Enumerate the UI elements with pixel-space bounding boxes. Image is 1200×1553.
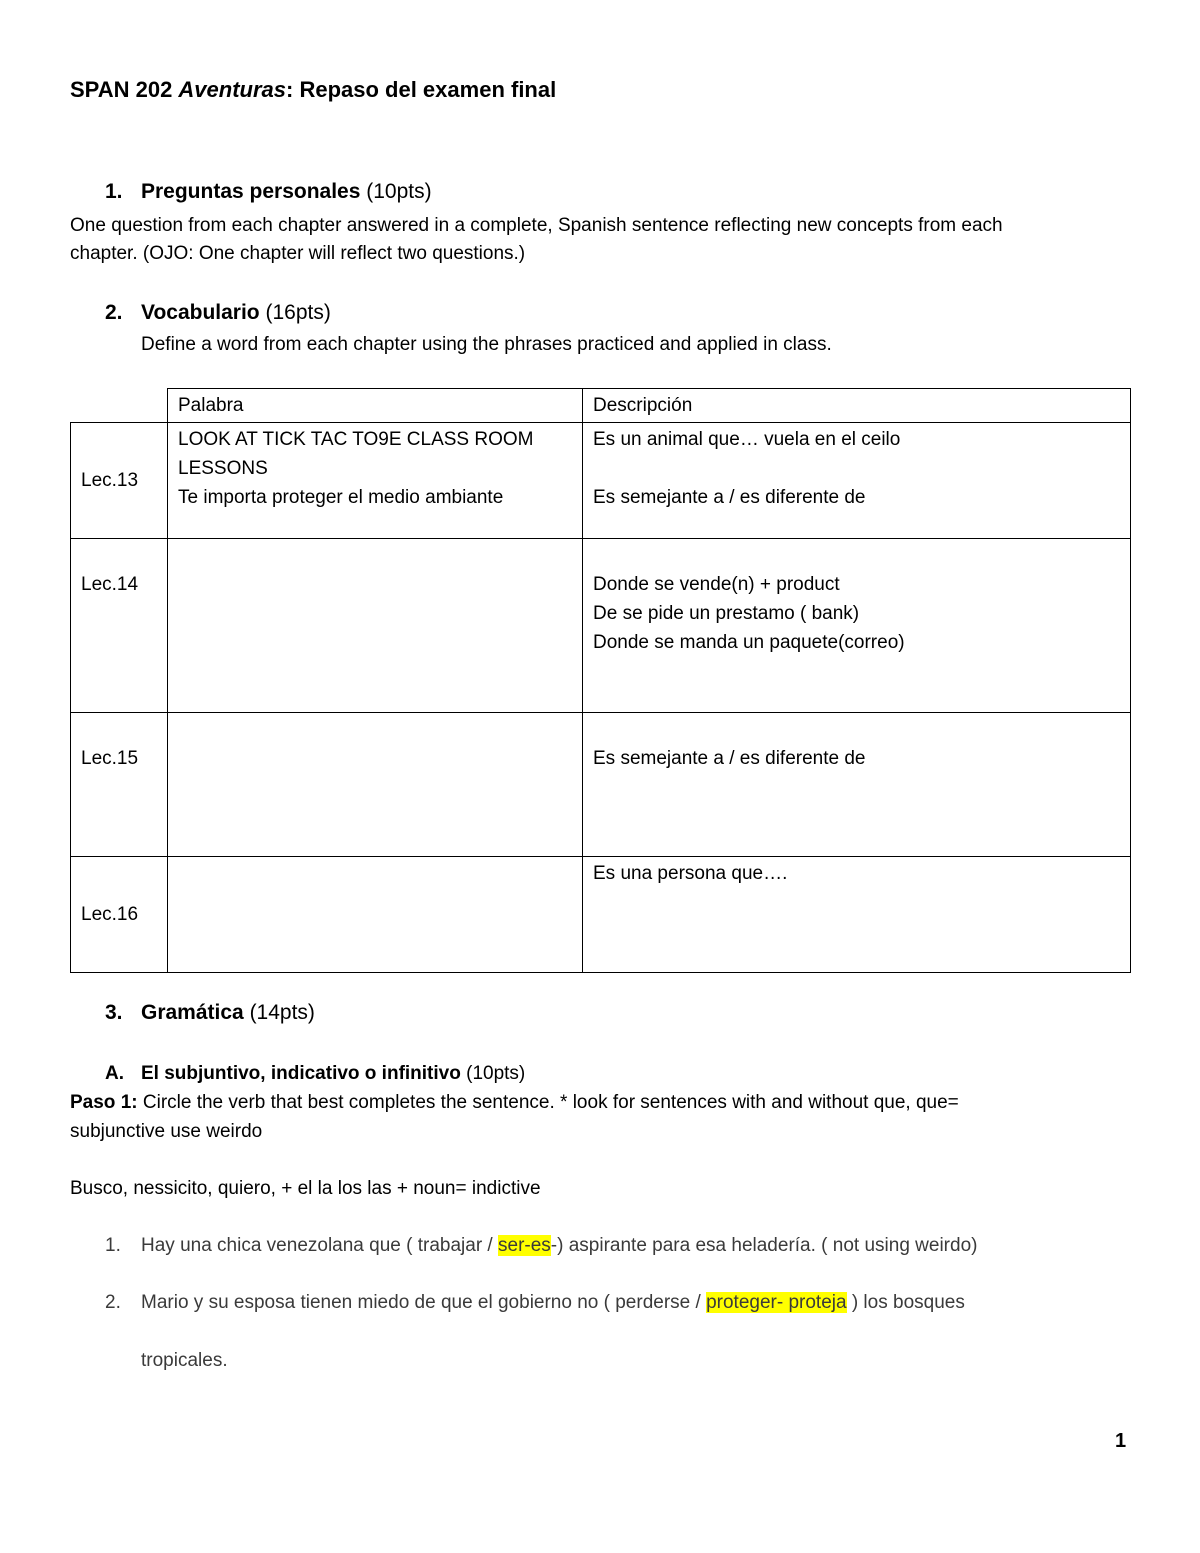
paso1-line2: subjunctive use weirdo <box>70 1121 263 1142</box>
exercise-item-2-continued: tropicales. <box>141 1350 228 1371</box>
exercise-item-1: 1. Hay una chica venezolana que ( trabajar / ser-es-) aspirante para esa heladería. ( not using weirdo) <box>105 1235 978 1256</box>
descripcion-line: De se pide un prestamo ( bank) <box>593 603 860 624</box>
grammar-note: Busco, nessicito, quiero, + el la los las + noun= indictive <box>70 1178 541 1199</box>
descripcion-line: Es semejante a / es diferente de <box>593 487 866 508</box>
table-cell-lec: Lec.13 <box>71 423 168 539</box>
section-heading-gramatica: 3. Gramática (14pts) <box>105 1001 315 1024</box>
palabra-line: Te importa proteger el medio ambiante <box>178 487 504 508</box>
descripcion-line: Es un animal que… vuela en el ceilo <box>593 429 901 450</box>
palabra-line: LOOK AT TICK TAC TO9E CLASS ROOM <box>178 429 534 450</box>
table-cell-descripcion <box>583 423 1131 539</box>
table-cell-palabra <box>168 857 583 973</box>
paso1-line1: Paso 1: Circle the verb that best completes the sentence. * look for sentences with and without que, que= <box>70 1092 959 1113</box>
table-header-row <box>71 389 1131 423</box>
table-row-lec15 <box>71 713 1131 857</box>
descripcion-line: Es una persona que…. <box>593 863 788 884</box>
table-row-lec14 <box>71 539 1131 713</box>
section1-text-line1: One question from each chapter answered in a complete, Spanish sentence reflecting new concepts from each <box>70 215 1003 236</box>
table-cell-descripcion <box>583 539 1131 713</box>
table-cell-descripcion <box>583 713 1131 857</box>
table-cell-palabra <box>168 713 583 857</box>
table-cell-descripcion <box>583 857 1131 973</box>
highlighted-answer: ser-es <box>498 1235 551 1256</box>
table-cell-palabra <box>168 539 583 713</box>
table-header-empty <box>71 389 168 423</box>
section-heading-preguntas: 1. Preguntas personales (10pts) <box>105 180 432 203</box>
highlighted-answer: proteger- proteja <box>706 1292 847 1313</box>
descripcion-line: Donde se manda un paquete(correo) <box>593 632 905 653</box>
vocabulary-table <box>70 388 1131 973</box>
descripcion-line: Donde se vende(n) + product <box>593 574 840 595</box>
descripcion-blank-line <box>593 541 1120 570</box>
section-heading-vocabulario: 2. Vocabulario (16pts) <box>105 301 331 324</box>
section1-text-line2: chapter. (OJO: One chapter will reflect two questions.) <box>70 243 526 264</box>
descripcion-blank-line <box>593 715 1120 744</box>
table-row-lec16 <box>71 857 1131 973</box>
subsection-heading-a: A. El subjuntivo, indicativo o infinitivo (10pts) <box>105 1063 526 1084</box>
section2-description: Define a word from each chapter using the phrases practiced and applied in class. <box>141 334 832 355</box>
palabra-line: LESSONS <box>178 458 268 479</box>
table-row-lec13 <box>71 423 1131 539</box>
document-title: SPAN 202 Aventuras: Repaso del examen final <box>70 77 557 102</box>
table-cell-lec: Lec.15 <box>71 713 168 857</box>
table-header-palabra: Palabra <box>168 389 583 423</box>
descripcion-line: Es semejante a / es diferente de <box>593 748 866 769</box>
table-cell-lec: Lec.14 <box>71 539 168 713</box>
table-cell-lec: Lec.16 <box>71 857 168 973</box>
table-cell-palabra <box>168 423 583 539</box>
page-number: 1 <box>1115 1430 1127 1452</box>
descripcion-blank-line <box>593 454 1120 483</box>
exercise-item-2: 2. Mario y su esposa tienen miedo de que el gobierno no ( perderse / proteger- proteja ) los bosques <box>105 1292 965 1313</box>
table-header-descripcion: Descripción <box>583 389 1131 423</box>
